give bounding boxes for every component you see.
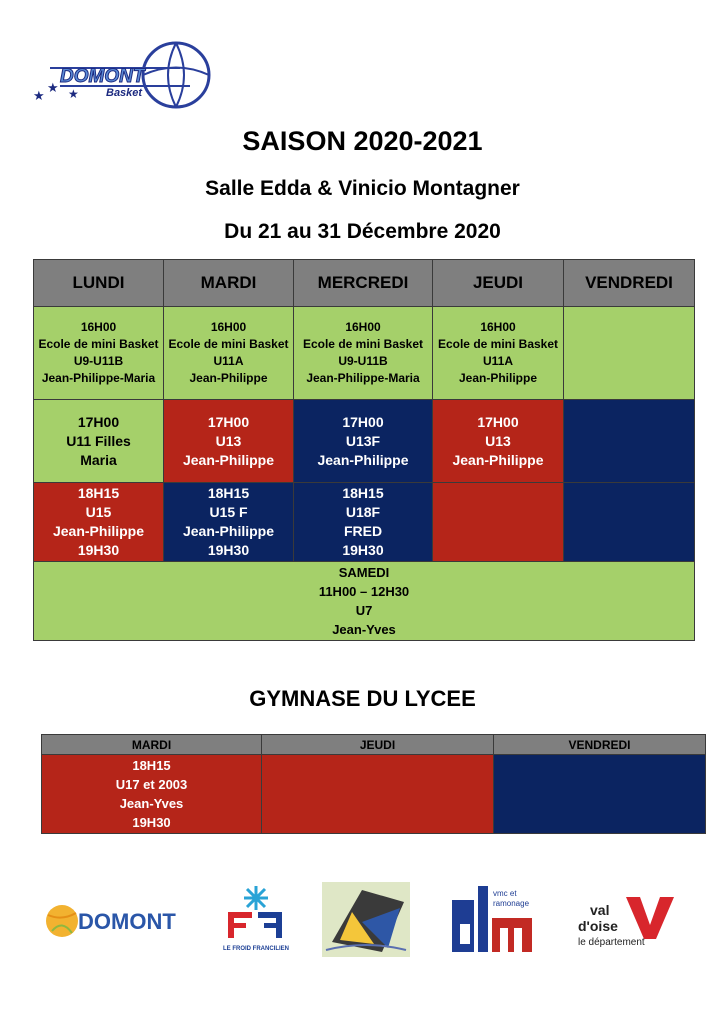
gym-header-jeudi: JEUDI (262, 735, 494, 755)
slot-jeudi-17h: 17H00 U13 Jean-Philippe (433, 400, 564, 483)
header-lundi: LUNDI (34, 260, 164, 307)
slot-mercredi-17h: 17H00 U13F Jean-Philippe (294, 400, 433, 483)
slot-jeudi-18h15 (433, 483, 564, 562)
slot-mardi-17h: 17H00 U13 Jean-Philippe (164, 400, 294, 483)
svg-text:DOMONT: DOMONT (60, 66, 145, 87)
header-vendredi: VENDREDI (564, 260, 695, 307)
svg-text:DOMONT: DOMONT (78, 909, 176, 934)
gym-header-vendredi: VENDREDI (494, 735, 706, 755)
slot-mardi-18h15: 18H15 U15 F Jean-Philippe 19H30 (164, 483, 294, 562)
date-range: Du 21 au 31 Décembre 2020 (224, 220, 501, 243)
slot-vendredi-18h15 (564, 483, 695, 562)
svg-text:le département: le département (578, 937, 645, 948)
svg-text:val: val (590, 902, 610, 918)
header-mercredi: MERCREDI (294, 260, 433, 307)
slot-lundi-18h15: 18H15 U15 Jean-Philippe 19H30 (34, 483, 164, 562)
svg-text:★: ★ (47, 80, 59, 95)
gym-slot-vendredi (494, 755, 706, 834)
header-mardi: MARDI (164, 260, 294, 307)
slot-mardi-16h: 16H00 Ecole de mini Basket U11A Jean-Philippe (164, 307, 294, 400)
slot-jeudi-16h: 16H00 Ecole de mini Basket U11A Jean-Philippe (433, 307, 564, 400)
gym-slot-mardi: 18H15 U17 et 2003 Jean-Yves 19H30 (42, 755, 262, 834)
slot-vendredi-16h (564, 307, 695, 400)
partner-emblem-logo (322, 882, 410, 957)
svg-text:★: ★ (33, 88, 45, 103)
venue-subtitle: Salle Edda & Vinicio Montagner (205, 177, 520, 200)
froid-francilien-logo (220, 884, 292, 954)
slot-samedi: SAMEDI 11H00 – 12H30 U7 Jean-Yves (34, 562, 695, 641)
gym-section-title: GYMNASE DU LYCEE (249, 686, 476, 711)
svg-text:Basket: Basket (106, 87, 143, 99)
blm-vmc-ramonage-logo (448, 884, 536, 954)
page-title: SAISON 2020-2021 (242, 126, 483, 156)
domont-sponsor-logo (42, 897, 192, 945)
slot-lundi-17h: 17H00 U11 Filles Maria (34, 400, 164, 483)
slot-lundi-16h: 16H00 Ecole de mini Basket U9-U11B Jean-Philippe-Maria (34, 307, 164, 400)
gym-slot-jeudi (262, 755, 494, 834)
val-d-oise-logo (576, 893, 676, 949)
svg-text:★: ★ (68, 87, 79, 101)
schedule-table (33, 259, 695, 641)
svg-text:LE FROID FRANCILIEN: LE FROID FRANCILIEN (223, 946, 289, 952)
slot-mercredi-18h15: 18H15 U18F FRED 19H30 (294, 483, 433, 562)
gym-header-mardi: MARDI (42, 735, 262, 755)
gym-schedule-table (41, 734, 706, 834)
slot-vendredi-17h (564, 400, 695, 483)
header-jeudi: JEUDI (433, 260, 564, 307)
svg-text:ramonage: ramonage (493, 899, 530, 908)
svg-text:vmc et: vmc et (493, 889, 517, 898)
svg-text:d'oise: d'oise (578, 918, 618, 934)
domont-basket-logo (30, 40, 215, 110)
slot-mercredi-16h: 16H00 Ecole de mini Basket U9-U11B Jean-Philippe-Maria (294, 307, 433, 400)
